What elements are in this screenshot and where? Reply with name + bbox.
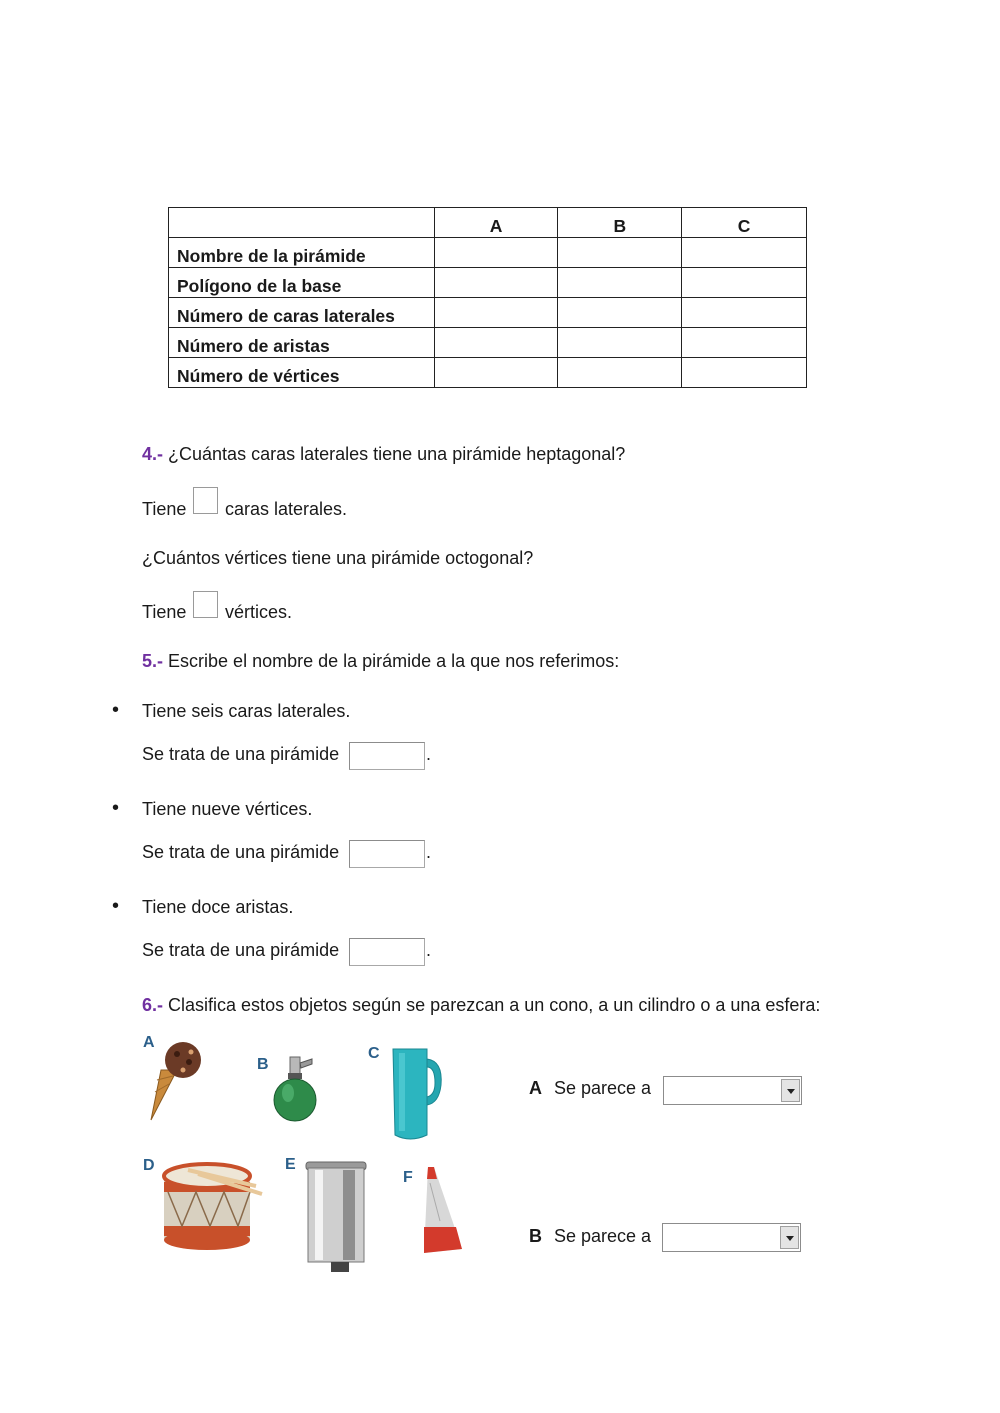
q4-answer1-prefix: Tiene (142, 499, 187, 519)
table-cell[interactable] (682, 358, 807, 388)
table-cell[interactable] (682, 298, 807, 328)
q5-answer-prefix-2: Se trata de una pirámide (142, 842, 340, 862)
q5-prompt-text: Escribe el nombre de la pirámide a la que nos referimos: (168, 651, 620, 671)
table-header-cell: C (682, 208, 807, 238)
q4-answer2-input[interactable] (193, 591, 218, 618)
table-header-cell: B (558, 208, 682, 238)
table-header-cell: A (434, 208, 558, 238)
q4-question1 (142, 444, 625, 465)
q5-answer-prefix-3: Se trata de una pirámide (142, 940, 340, 960)
match-letter-a: A (529, 1078, 542, 1098)
table-cell[interactable] (434, 238, 558, 268)
trash-can-image (303, 1158, 369, 1276)
q4-number: 4.- (142, 444, 164, 464)
row-label: Polígono de la base (169, 268, 435, 298)
drum-image (158, 1160, 266, 1252)
traffic-cone-image (420, 1165, 466, 1257)
object-label-e: E (285, 1156, 296, 1173)
q4-answer1-suffix: caras laterales. (225, 499, 348, 519)
table-header-row (169, 208, 807, 238)
match-select-b[interactable] (662, 1223, 801, 1252)
table-row (169, 238, 807, 268)
table-cell[interactable] (558, 298, 682, 328)
q6-number: 6.- (142, 995, 164, 1015)
object-label-a: A (143, 1034, 155, 1051)
q6-prompt-text: Clasifica estos objetos según se parezcan a un cono, a un cilindro o a una esfera: (168, 995, 821, 1015)
table-cell[interactable] (434, 358, 558, 388)
table-row (169, 268, 807, 298)
jug-image (385, 1045, 447, 1143)
table-cell[interactable] (558, 358, 682, 388)
q4-question1-text: ¿Cuántas caras laterales tiene una pirámide heptagonal? (168, 444, 626, 464)
q5-answer-input-1[interactable] (349, 742, 425, 770)
q5-answer-prefix-1: Se trata de una pirámide (142, 744, 340, 764)
row-label: Número de vértices (169, 358, 435, 388)
pyramid-table (168, 207, 807, 388)
table-cell[interactable] (434, 268, 558, 298)
object-label-c: C (368, 1045, 380, 1062)
match-select-a[interactable] (663, 1076, 802, 1105)
q4-answer2-prefix: Tiene (142, 602, 187, 622)
q5-answer-suffix-2: . (426, 842, 432, 862)
object-label-b: B (257, 1056, 269, 1073)
bullet: • (112, 699, 120, 721)
q5-statement-2: Tiene nueve vértices. (142, 799, 313, 819)
q6-prompt (142, 995, 820, 1016)
q5-statement-3: Tiene doce aristas. (142, 897, 294, 917)
object-label-d: D (143, 1157, 155, 1174)
table-row (169, 328, 807, 358)
ice-cream-cone-image (143, 1040, 205, 1122)
chevron-down-icon[interactable] (780, 1226, 799, 1249)
q5-statement-1: Tiene seis caras laterales. (142, 701, 351, 721)
q5-number: 5.- (142, 651, 164, 671)
row-label: Número de caras laterales (169, 298, 435, 328)
table-header-cell (169, 208, 435, 238)
match-text-b: Se parece a (554, 1226, 652, 1246)
table-cell[interactable] (558, 268, 682, 298)
bullet: • (112, 895, 120, 917)
table-cell[interactable] (682, 268, 807, 298)
q5-answer-suffix-1: . (426, 744, 432, 764)
q4-answer2-suffix: vértices. (225, 602, 293, 622)
table-cell[interactable] (434, 328, 558, 358)
q5-answer-input-2[interactable] (349, 840, 425, 868)
table-cell[interactable] (558, 238, 682, 268)
siphon-bottle-image (268, 1055, 320, 1125)
table-row (169, 358, 807, 388)
q5-answer-suffix-3: . (426, 940, 432, 960)
table-cell[interactable] (682, 238, 807, 268)
q4-answer1-input[interactable] (193, 487, 218, 514)
q5-prompt (142, 651, 619, 672)
q5-answer-input-3[interactable] (349, 938, 425, 966)
row-label: Número de aristas (169, 328, 435, 358)
row-label: Nombre de la pirámide (169, 238, 435, 268)
match-letter-b: B (529, 1226, 542, 1246)
match-text-a: Se parece a (554, 1078, 652, 1098)
table-cell[interactable] (558, 328, 682, 358)
table-row (169, 298, 807, 328)
q4-question2: ¿Cuántos vértices tiene una pirámide octogonal? (142, 548, 534, 568)
bullet: • (112, 797, 120, 819)
object-label-f: F (403, 1169, 413, 1186)
table-cell[interactable] (682, 328, 807, 358)
chevron-down-icon[interactable] (781, 1079, 800, 1102)
table-cell[interactable] (434, 298, 558, 328)
